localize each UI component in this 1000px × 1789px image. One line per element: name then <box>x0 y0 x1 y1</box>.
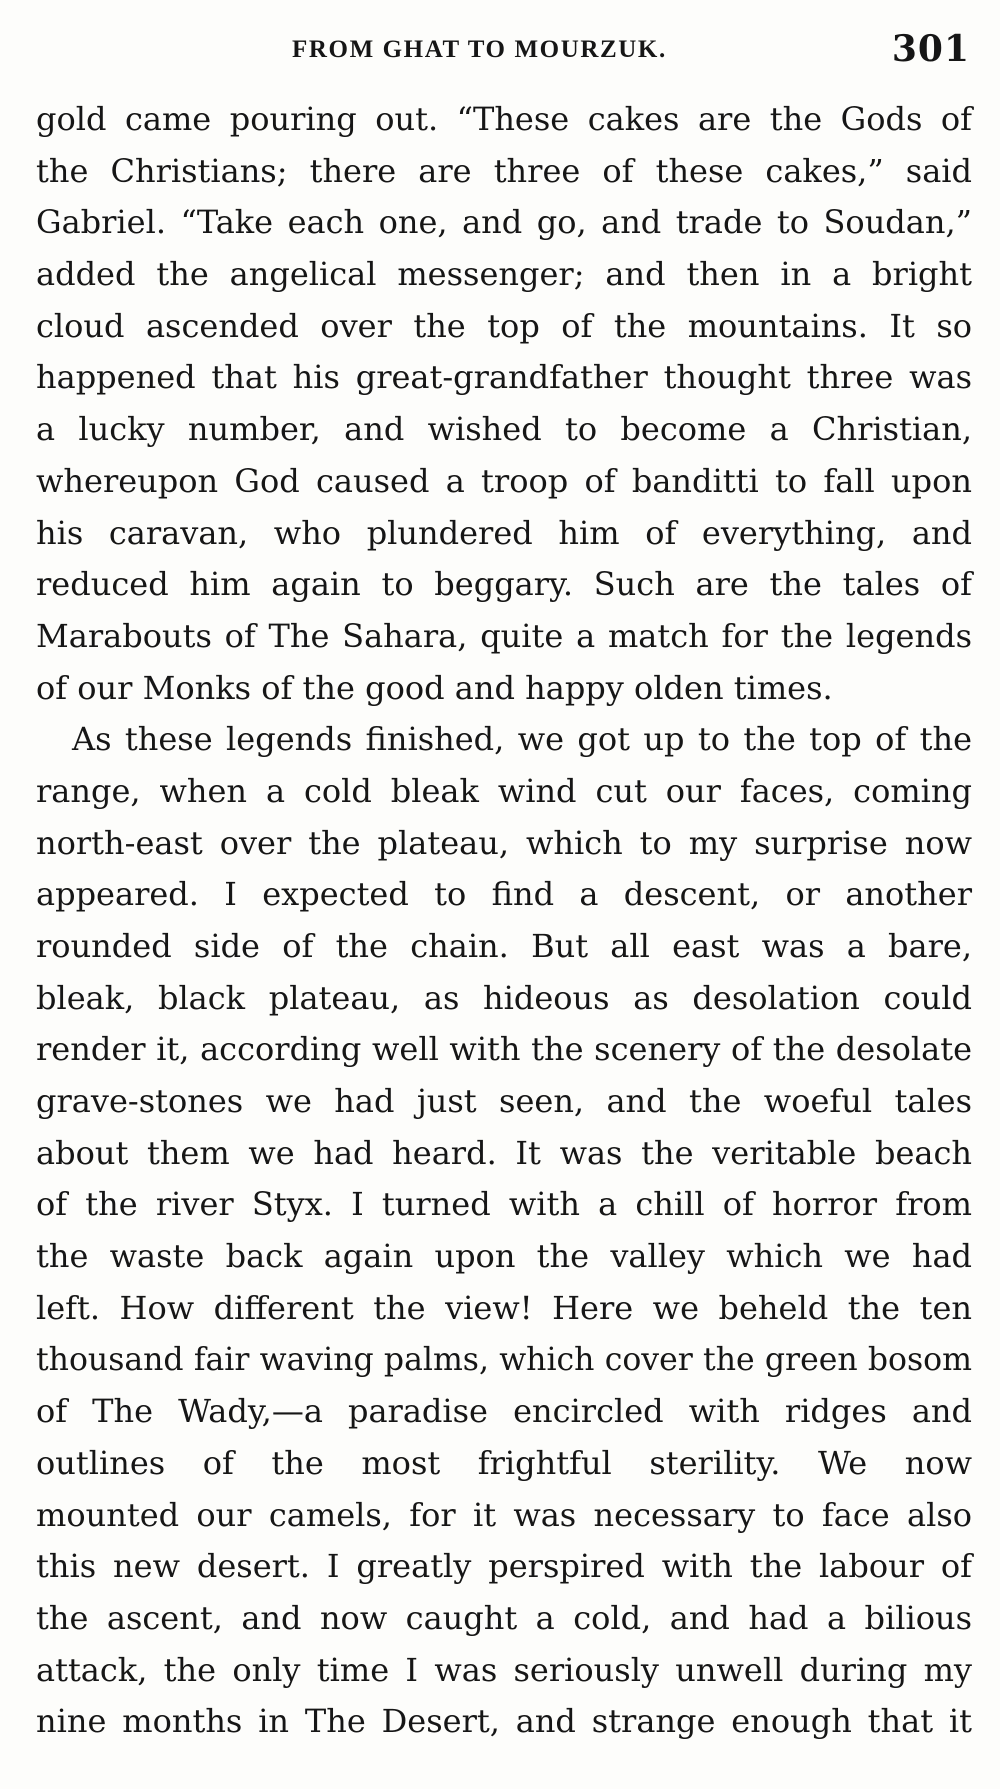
text-line: render it, according well with the scenery of the desolate <box>36 1030 972 1069</box>
paragraph <box>36 94 972 714</box>
text-line: Marabouts of The Sahara, quite a match for the legends <box>36 616 972 655</box>
text-line: attack, the only time I was seriously unwell during my <box>36 1650 972 1689</box>
text-line: happened that his great-grandfather thought three was <box>36 358 972 397</box>
text-line: range, when a cold bleak wind cut our faces, coming <box>36 771 972 810</box>
text-line: whereupon God caused a troop of banditti to fall upon <box>36 461 972 500</box>
page-number: 301 <box>891 28 970 70</box>
text-line: a lucky number, and wished to become a Christian, <box>36 410 972 449</box>
text-line: cloud ascended over the top of the mountains. It so <box>36 306 972 345</box>
text-line: his caravan, who plundered him of everything, and <box>36 513 972 552</box>
text-line: of our Monks of the good and happy olden times. <box>36 668 833 707</box>
text-line: reduced him again to beggary. Such are the tales of <box>36 565 972 604</box>
text-line: this new desert. I greatly perspired with the labour of <box>36 1547 972 1586</box>
text-line: the Christians; there are three of these cakes,” said <box>36 151 972 190</box>
text-line: gold came pouring out. “These cakes are the Gods of <box>36 100 972 138</box>
text-line: the waste back again upon the valley which we had <box>36 1237 972 1276</box>
text-line: appeared. I expected to find a descent, or another <box>36 875 972 914</box>
text-line: thousand fair waving palms, which cover the green bosom <box>36 1341 972 1378</box>
running-title: FROM GHAT TO MOURZUK. <box>292 36 667 63</box>
text-line: left. How different the view! Here we beheld the ten <box>36 1288 972 1327</box>
body-text <box>36 94 972 1748</box>
text-line: outlines of the most frightful sterility. We now <box>36 1443 972 1482</box>
text-line: rounded side of the chain. But all east was a bare, <box>36 927 972 965</box>
text-line: the ascent, and now caught a cold, and had a bilious <box>36 1598 972 1637</box>
paragraph <box>36 714 972 1748</box>
text-line: mounted our camels, for it was necessary to face also <box>36 1495 972 1534</box>
text-line: of the river Styx. I turned with a chill of horror from <box>36 1185 972 1224</box>
running-head <box>0 28 1000 78</box>
text-line: of The Wady,—a paradise encircled with ridges and <box>36 1392 972 1431</box>
text-line: north-east over the plateau, which to my surprise now <box>36 823 972 862</box>
text-line: Gabriel. “Take each one, and go, and trade to Soudan,” <box>36 203 972 242</box>
text-line: nine months in The Desert, and strange enough that it <box>36 1702 972 1741</box>
text-line: about them we had heard. It was the veritable beach <box>36 1133 972 1172</box>
text-line: bleak, black plateau, as hideous as desolation could <box>36 978 972 1017</box>
text-line: grave-stones we had just seen, and the woeful tales <box>36 1082 972 1121</box>
text-line: As these legends finished, we got up to the top of the <box>72 720 972 759</box>
text-line: added the angelical messenger; and then in a bright <box>36 255 972 294</box>
paragraphs <box>36 94 972 1748</box>
